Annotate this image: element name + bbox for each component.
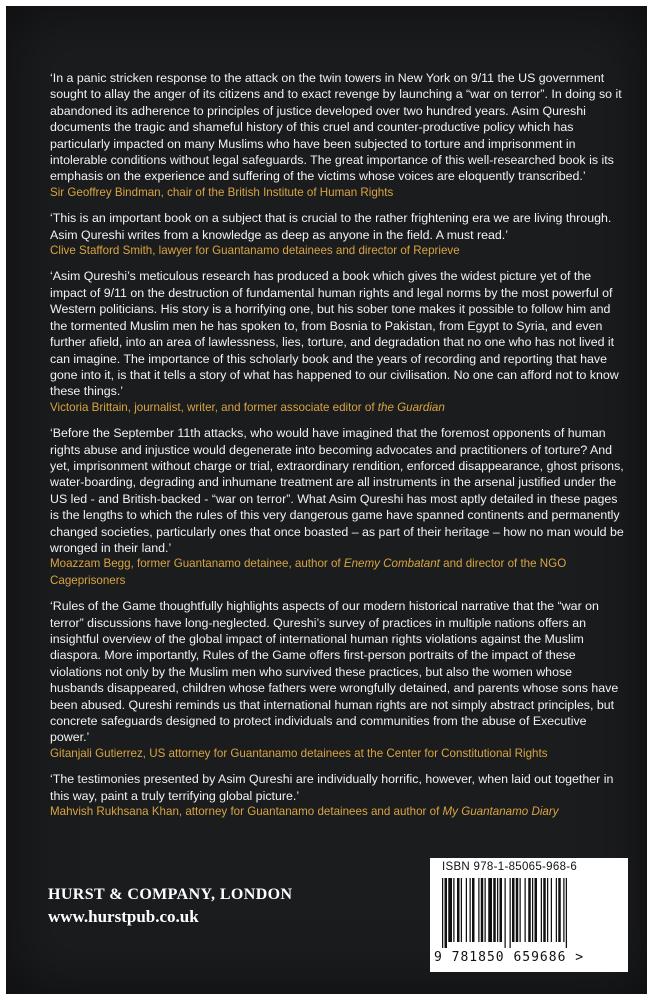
publication-title: the Guardian bbox=[377, 400, 445, 414]
barcode-bar bbox=[541, 878, 542, 942]
isbn-label: ISBN 978-1-85065-968-6 bbox=[442, 861, 578, 873]
attribution-text: Victoria Brittain, journalist, writer, and former associate editor of bbox=[50, 400, 378, 414]
barcode-bar bbox=[547, 878, 548, 942]
barcode-bar bbox=[558, 878, 561, 942]
attribution-text: and director of the NGO Cageprisoners bbox=[50, 557, 567, 587]
barcode-bar bbox=[485, 878, 486, 942]
endorsement-attribution: Gitanjali Gutierrez, US attorney for Guantanamo detainees at the Center for Constitutional Rights bbox=[50, 746, 548, 760]
barcode-bar bbox=[448, 878, 452, 942]
endorsement-attribution: Clive Stafford Smith, lawyer for Guantanamo detainees and director of Reprieve bbox=[50, 244, 460, 258]
barcode-bar bbox=[505, 878, 506, 948]
barcode-bar bbox=[470, 878, 471, 942]
publisher-block bbox=[48, 886, 292, 927]
barcode-bar bbox=[563, 878, 564, 942]
book-title: My Guantanamo Diary bbox=[442, 805, 559, 819]
endorsement-quote: ‘In a panic stricken response to the attack on the twin towers in New York on 9/11 the US government sought to allay the anger of its citizens and to exact revenge by launching a “war on terror”. In doing so it abandoned its adherence to principles of justice developed over two hundred years. Asim Qureshi documents the tragic and shameful history of this cruel and counter-productive policy which has particularly impacted on many Muslims who have been subjected to torture and imprisonment in intolerable conditions without legal safeguards. The great importance of this well-researched book is its emphasis on the experience and suffering of the victims whose voices are eloquently transcribed.’ bbox=[50, 71, 622, 184]
barcode-bar bbox=[472, 878, 475, 942]
attribution-text: Moazzam Begg, former Guantanamo detainee, author of bbox=[50, 557, 344, 571]
barcode-bar bbox=[566, 878, 567, 948]
barcode-bar bbox=[445, 878, 448, 948]
publisher-url: www.hurstpub.co.uk bbox=[48, 907, 199, 926]
barcode-bar bbox=[520, 878, 521, 942]
barcode-bar bbox=[481, 878, 484, 942]
barcode-bar bbox=[488, 878, 492, 942]
endorsement-attribution bbox=[50, 400, 624, 416]
barcode-bar bbox=[457, 878, 460, 942]
barcode-bar bbox=[532, 878, 533, 942]
barcode-icon bbox=[438, 878, 620, 948]
barcode-bar bbox=[478, 878, 479, 942]
barcode-bar bbox=[543, 878, 546, 942]
publisher-name: HURST & COMPANY, LONDON bbox=[48, 886, 293, 903]
endorsement-quote: ‘Rules of the Game thoughtfully highlights aspects of our modern historical narrative that the “war on terror” discussions have long-neglected. Qureshi’s survey of practices in multiple nations offers an insightful overview of the global impact of international human rights violations against the Muslim diaspora. More importantly, Rules of the Game offers first-person portraits of the impact of these violations not only by the Muslim men who survived these practices, but also the women whose husbands disappeared, children whose fathers were wrongfully detained, and parents whose sons have been abused. Qureshi reminds us that international human rights are not simply abstract principles, but concrete safeguards designed to protect individuals and communities from the abuse of Executive power.’ bbox=[50, 599, 619, 745]
endorsements bbox=[50, 70, 624, 829]
endorsement-attribution bbox=[50, 556, 624, 589]
endorsement-quote: ‘Before the September 11th attacks, who would have imagined that the foremost opponents of human rights abuse and injustice would degenerate into becoming advocates and practitioners of torture? And yet, imprisonment without charge or trial, extraordinary rendition, enforced disappearance, ghost prisons, water-boarding, degrading and inhumane treatment are all instruments in the arsenal justified under the US led - and British-backed - “war on terror”. What Asim Qureshi has most aptly detailed in these pages is the lengths to which the rules of this very dangerous game have spanned continents and permanently changed societies, particularly ones that once boasted – as part of their heritage – how no man would be wronged in their land.’ bbox=[50, 426, 624, 555]
endorsement-attribution bbox=[50, 804, 624, 820]
barcode-bar bbox=[512, 878, 515, 942]
barcode-bar bbox=[510, 878, 511, 948]
endorsement-attribution: Sir Geoffrey Bindman, chair of the British Institute of Human Rights bbox=[50, 185, 394, 199]
barcode-bar bbox=[453, 878, 454, 942]
barcode-bar bbox=[525, 878, 526, 942]
barcode-bar bbox=[551, 878, 552, 942]
barcode-bar bbox=[461, 878, 462, 942]
barcode-bar bbox=[442, 878, 443, 948]
barcode-bar bbox=[493, 878, 496, 942]
endorsement-quote: ‘Asim Qureshi’s meticulous research has produced a book which gives the widest picture yet of the impact of 9/11 on the destruction of fundamental human rights and legal norms by the most powerful of Western politicians. His story is a horrifying one, but his sober tone makes it possible to follow him and the tormented Muslim men he has spoken to, from Bosnia to Pakistan, from Egypt to Syria, and even further afield, into an area of lawlessness, lies, torture, and degradation that no one who has not lived it can imagine. The importance of this scholarly book and the years of recording and reporting that have gone into it, is that it tells a story of what has happened to our civilisation. No one can afford not to know these things.’ bbox=[50, 269, 619, 399]
endorsement-quote: ‘The testimonies presented by Asim Qureshi are individually horrific, however, when laid out together in this way, paint a truly terrifying global picture.’ bbox=[50, 772, 614, 803]
barcode-bar bbox=[497, 878, 498, 942]
barcode-bar bbox=[556, 878, 557, 942]
barcode-bar bbox=[535, 878, 538, 942]
barcode-bar bbox=[516, 878, 519, 942]
book-title: Enemy Combatant bbox=[343, 557, 440, 571]
barcode-bar bbox=[466, 878, 467, 942]
barcode-digits: 9 781850 659686 > bbox=[434, 950, 585, 965]
barcode-bar bbox=[528, 878, 531, 942]
endorsement-quote: ‘This is an important book on a subject that is crucial to the rather frightening era we are living through. Asim Qureshi writes from a knowledge as deep as anyone in the field. A must read.’ bbox=[50, 211, 612, 242]
barcode-bar bbox=[500, 878, 503, 942]
back-cover bbox=[6, 6, 647, 994]
attribution-text: Mahvish Rukhsana Khan, attorney for Guantanamo detainees and author of bbox=[50, 805, 443, 819]
barcode-panel bbox=[430, 858, 628, 972]
